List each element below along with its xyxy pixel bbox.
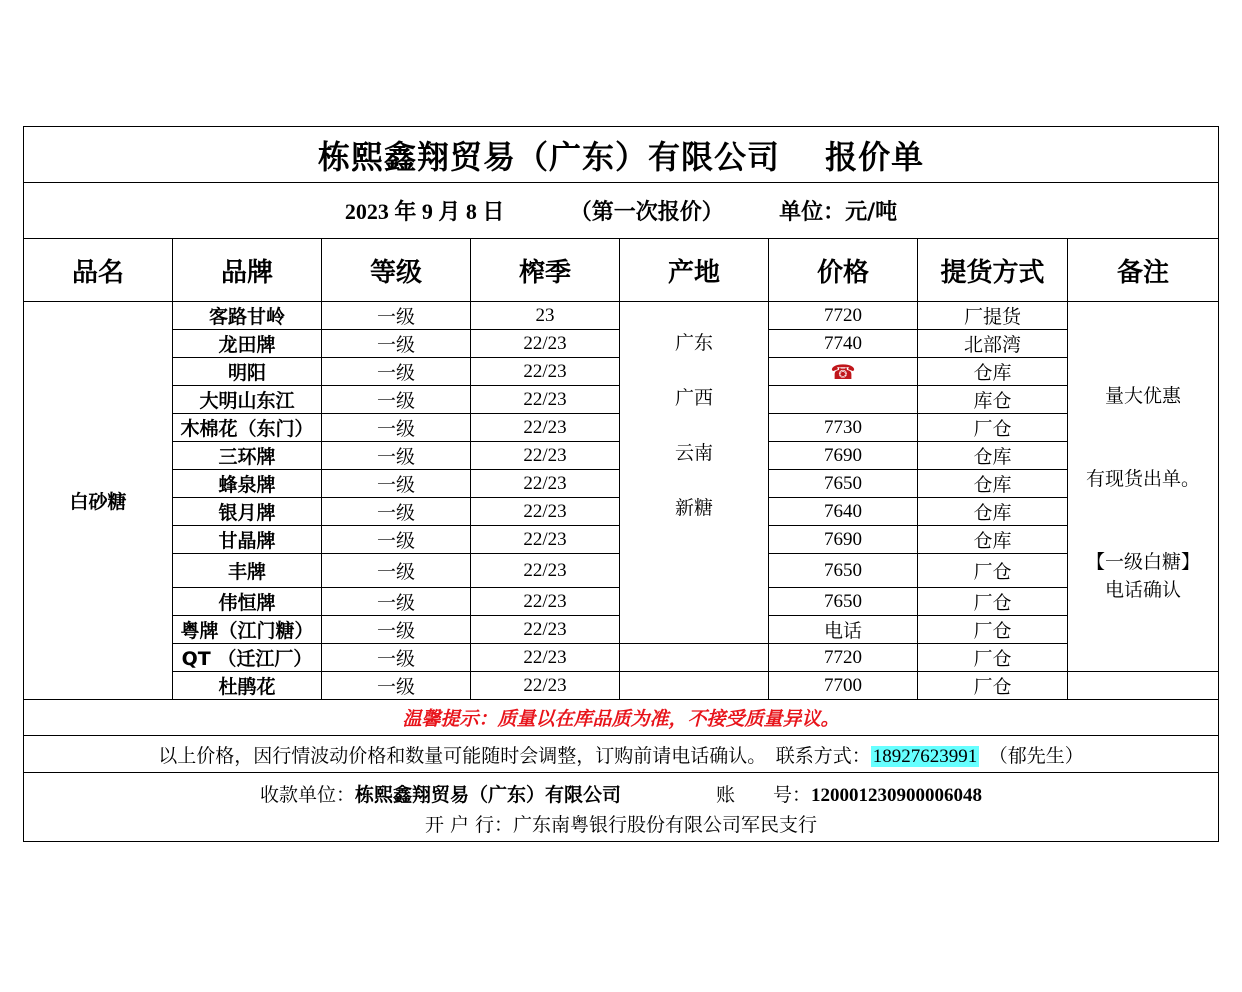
note-item: 有现货出单。: [1086, 468, 1201, 490]
footer-table: [23, 699, 1219, 842]
season-cell: 22/23: [471, 526, 620, 554]
grade-cell: 一级: [322, 644, 471, 672]
grade-cell: 一级: [322, 358, 471, 386]
note-item: 量大优惠: [1105, 385, 1182, 407]
brand-cell: 蜂泉牌: [173, 470, 322, 498]
brand-cell: 粤牌（江门糖）: [173, 616, 322, 644]
table-header: [24, 239, 1219, 302]
pickup-cell: 仓库: [918, 358, 1068, 386]
payee-name: 栋熙鑫翔贸易（广东）有限公司: [354, 784, 621, 806]
origin-item: 云南: [674, 442, 713, 464]
grade-cell: 一级: [322, 470, 471, 498]
account-label: 账 号：: [621, 784, 812, 806]
season-cell: 22/23: [471, 616, 620, 644]
brand-cell: 丰牌: [173, 554, 322, 588]
contact-phone: 18927623991: [872, 745, 978, 767]
notes-cell: [1068, 302, 1219, 672]
table-row: [24, 672, 1219, 700]
origin-cell: [620, 302, 769, 644]
price-cell: 7690: [769, 442, 918, 470]
season-cell: 22/23: [471, 386, 620, 414]
brand-cell: QT （迁江厂）: [173, 644, 322, 672]
grade-cell: 一级: [322, 414, 471, 442]
season-cell: 22/23: [471, 498, 620, 526]
pickup-cell: 仓库: [918, 442, 1068, 470]
price-cell: 7700: [769, 672, 918, 700]
price-cell: 7650: [769, 470, 918, 498]
quote-table: [23, 126, 1219, 700]
brand-cell: 甘晶牌: [173, 526, 322, 554]
note-item: 电话确认: [1105, 579, 1182, 601]
grade-cell: 一级: [322, 588, 471, 616]
telephone-icon: ☎: [830, 359, 856, 384]
price-cell: 7650: [769, 554, 918, 588]
header-product: 品名: [24, 239, 173, 302]
quote-subtitle: [24, 183, 1219, 239]
header-brand: 品牌: [173, 239, 322, 302]
price-cell: [769, 358, 918, 386]
grade-cell: 一级: [322, 554, 471, 588]
grade-cell: 一级: [322, 526, 471, 554]
quote-round: （第一次报价）: [569, 200, 724, 225]
grade-cell: 一级: [322, 616, 471, 644]
header-price: 价格: [769, 239, 918, 302]
price-cell: 7650: [769, 588, 918, 616]
grade-cell: 一级: [322, 498, 471, 526]
pickup-cell: 厂仓: [918, 554, 1068, 588]
pickup-cell: 仓库: [918, 526, 1068, 554]
pickup-cell: 厂提货: [918, 302, 1068, 330]
brand-cell: 明阳: [173, 358, 322, 386]
grade-cell: 一级: [322, 302, 471, 330]
pickup-cell: 北部湾: [918, 330, 1068, 358]
price-cell: 7730: [769, 414, 918, 442]
quality-warning: 温馨提示：质量以在库品质为准，不接受质量异议。: [24, 700, 1219, 736]
header-origin: 产地: [620, 239, 769, 302]
note-item: 【一级白糖】: [1086, 551, 1201, 573]
table-row: [24, 644, 1219, 672]
origin-item: 广东: [674, 332, 713, 354]
season-cell: 22/23: [471, 644, 620, 672]
brand-cell: 木棉花（东门）: [173, 414, 322, 442]
pickup-cell: 厂仓: [918, 644, 1068, 672]
quote-date: 2023 年 9 月 8 日: [344, 199, 505, 224]
account-number: 120001230900006048: [811, 785, 983, 806]
bank-label: 开 户 行：: [424, 814, 514, 836]
header-notes: 备注: [1068, 239, 1219, 302]
price-cell: 7640: [769, 498, 918, 526]
brand-cell: 龙田牌: [173, 330, 322, 358]
pickup-cell: 仓库: [918, 470, 1068, 498]
bank-name: 广东南粤银行股份有限公司军民支行: [513, 814, 818, 836]
season-cell: 22/23: [471, 358, 620, 386]
price-cell: 7720: [769, 302, 918, 330]
season-cell: 22/23: [471, 414, 620, 442]
pickup-cell: 厂仓: [918, 616, 1068, 644]
grade-cell: 一级: [322, 386, 471, 414]
brand-cell: 杜鹃花: [173, 672, 322, 700]
price-cell: 7720: [769, 644, 918, 672]
season-cell: 22/23: [471, 470, 620, 498]
origin-cell-empty: [620, 644, 769, 672]
season-cell: 22/23: [471, 330, 620, 358]
grade-cell: 一级: [322, 672, 471, 700]
quote-sheet: [23, 126, 1218, 842]
brand-cell: 大明山东江: [173, 386, 322, 414]
page-title: 栋熙鑫翔贸易（广东）有限公司 报价单: [24, 127, 1219, 183]
payment-info: [24, 773, 1219, 842]
pickup-cell: 厂仓: [918, 672, 1068, 700]
origin-item: 广西: [674, 387, 713, 409]
pickup-cell: 厂仓: [918, 414, 1068, 442]
price-cell: 7740: [769, 330, 918, 358]
pickup-cell: 库仓: [918, 386, 1068, 414]
pickup-cell: 厂仓: [918, 588, 1068, 616]
contact-person: （郁先生）: [979, 744, 1084, 767]
brand-cell: 伟恒牌: [173, 588, 322, 616]
grade-cell: 一级: [322, 442, 471, 470]
season-cell: 22/23: [471, 554, 620, 588]
brand-cell: 三环牌: [173, 442, 322, 470]
brand-cell: 客路甘岭: [173, 302, 322, 330]
product-name: 白砂糖: [24, 302, 173, 700]
grade-cell: 一级: [322, 330, 471, 358]
payee-label: 收款单位：: [259, 784, 355, 806]
season-cell: 22/23: [471, 588, 620, 616]
origin-cell-empty: [620, 672, 769, 700]
origin-item: 新糖: [674, 497, 713, 519]
quote-unit: 单位：元/吨: [779, 200, 898, 225]
notes-cell-empty: [1068, 672, 1219, 700]
table-row: [24, 302, 1219, 330]
price-notice: [24, 736, 1219, 773]
header-grade: 等级: [322, 239, 471, 302]
price-cell: [769, 386, 918, 414]
season-cell: 22/23: [471, 442, 620, 470]
price-cell: 7690: [769, 526, 918, 554]
season-cell: 23: [471, 302, 620, 330]
header-pickup: 提货方式: [918, 239, 1068, 302]
pickup-cell: 仓库: [918, 498, 1068, 526]
brand-cell: 银月牌: [173, 498, 322, 526]
header-season: 榨季: [471, 239, 620, 302]
season-cell: 22/23: [471, 672, 620, 700]
price-notice-text: 以上价格，因行情波动价格和数量可能随时会调整，订购前请电话确认。 联系方式：: [158, 744, 871, 767]
price-cell: 电话: [769, 616, 918, 644]
